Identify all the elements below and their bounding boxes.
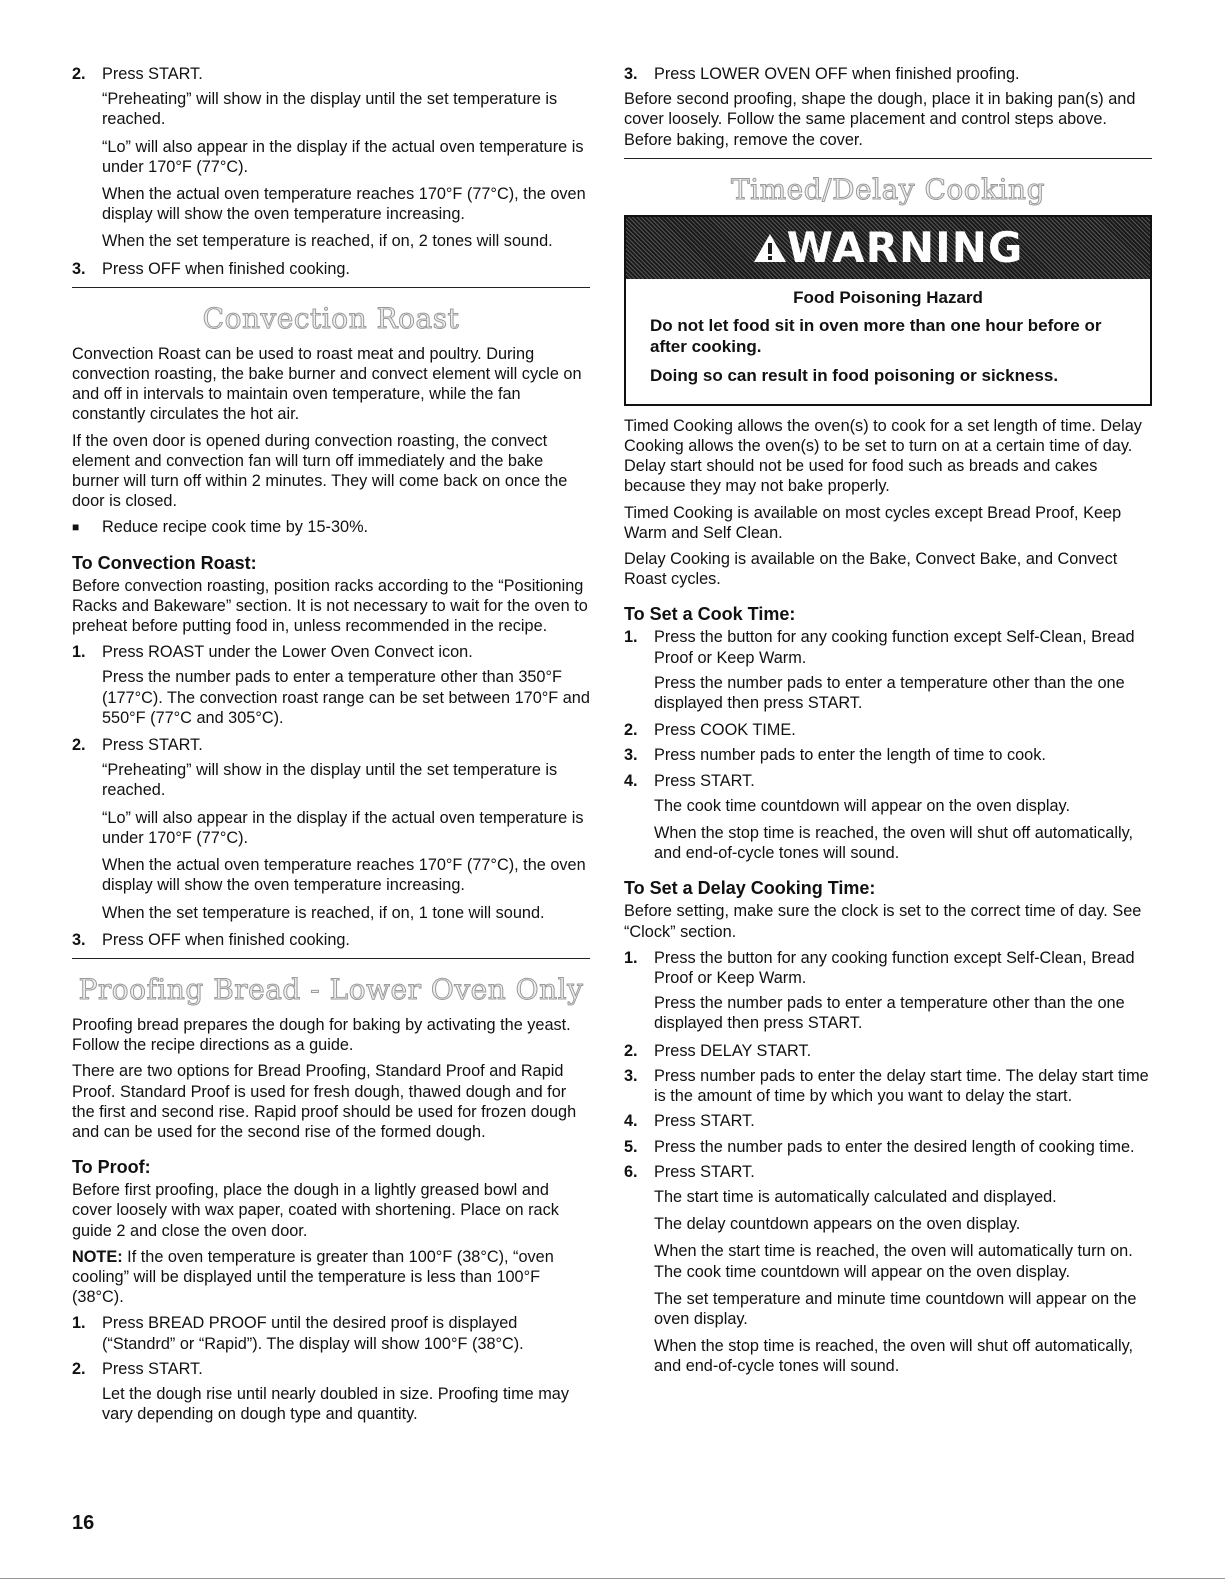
step-detail: When the set temperature is reached, if on, 1 tone will sound.: [102, 903, 545, 922]
section-divider: [624, 158, 1152, 159]
intro-steps: [72, 64, 590, 279]
step-detail: Press the number pads to enter a temperature other than the one displayed then press START.: [654, 673, 1125, 713]
step-text: Press LOWER OVEN OFF when finished proofing.: [654, 65, 1020, 83]
warning-box: [624, 215, 1152, 406]
step-item: [624, 948, 1152, 988]
paragraph: If the oven door is opened during convection roasting, the convect element and convection fan will turn off immediately and the bake burner will turn off within 2 minutes. They will come back on once the door is closed.: [72, 431, 568, 511]
step-number: 6.: [624, 1162, 638, 1181]
step-detail: The start time is automatically calculated and displayed.: [654, 1187, 1057, 1206]
step-detail: “Preheating” will show in the display until the set temperature is reached.: [102, 90, 558, 129]
section-title-convection-roast: Convection Roast: [202, 301, 460, 335]
step-text: Press COOK TIME.: [654, 721, 796, 740]
step-number: 2.: [72, 1359, 86, 1378]
step-text: Press START.: [102, 1359, 203, 1378]
step-detail: The set temperature and minute time countdown will appear on the oven display.: [654, 1289, 1137, 1328]
step-item: [624, 745, 1152, 765]
step-item: [624, 1066, 1152, 1106]
step-item: [72, 1313, 590, 1353]
bullet-item: [72, 517, 590, 537]
step-number: 5.: [624, 1137, 638, 1156]
warning-heading: [753, 223, 1024, 272]
step-number: 4.: [624, 771, 638, 790]
step-detail: “Preheating” will show in the display until the set temperature is reached.: [102, 761, 558, 800]
step-detail: When the actual oven temperature reaches 170°F (77°C), the oven display will show the oven temperature increasing.: [102, 185, 586, 224]
square-bullet-icon: ■: [72, 520, 80, 535]
paragraph: Before setting, make sure the clock is set to the correct time of day. See “Clock” section.: [624, 902, 1142, 941]
step-detail: When the actual oven temperature reaches 170°F (77°C), the oven display will show the oven temperature increasing.: [102, 856, 586, 895]
subheading: To Set a Delay Cooking Time:: [624, 878, 876, 899]
cook-time-steps: [624, 627, 1152, 863]
subheading: To Proof:: [72, 1157, 151, 1178]
step-detail: When the stop time is reached, the oven will shut off automatically, and end-of-cycle tones will sound.: [654, 1337, 1134, 1376]
section-divider: [72, 287, 590, 288]
paragraph: Before second proofing, shape the dough, place it in baking pan(s) and cover loosely. Follow the same placement and control steps above. Before baking, remove the cover.: [624, 90, 1136, 149]
step-number: 2.: [624, 721, 638, 740]
step-detail: “Lo” will also appear in the display if the actual oven temperature is under 170°F (77°C).: [102, 137, 584, 176]
paragraph: Convection Roast can be used to roast meat and poultry. During convection roasting, the bake burner and convect element will cycle on and off in intervals to maintain oven temperature, while the fan constantly circulates the hot air.: [72, 344, 582, 424]
step-item: [624, 1041, 1152, 1061]
step-text: Press the button for any cooking function except Self-Clean, Bread Proof or Keep Warm.: [654, 628, 1135, 667]
right-column: [624, 64, 1152, 1384]
step-text: Press START.: [654, 771, 755, 790]
step-text: Press START.: [654, 1112, 755, 1131]
step-detail: The cook time countdown will appear on the oven display.: [654, 796, 1071, 815]
step-item: [72, 642, 590, 662]
subheading: To Set a Cook Time:: [624, 604, 796, 625]
step-text: Press BREAD PROOF until the desired proof is displayed (“Standrd” or “Rapid”). The display will show 100°F (38°C).: [102, 1314, 524, 1353]
note-paragraph: [72, 1247, 590, 1308]
step-number: 2.: [72, 736, 86, 755]
paragraph: Delay Cooking is available on the Bake, Convect Bake, and Convect Roast cycles.: [624, 550, 1118, 589]
warning-triangle-icon: [753, 232, 787, 264]
step-item: [72, 64, 590, 84]
step-text: Press the button for any cooking function except Self-Clean, Bread Proof or Keep Warm.: [654, 948, 1135, 988]
bullet-text: Reduce recipe cook time by 15-30%.: [102, 518, 369, 537]
warning-banner: [626, 217, 1150, 279]
step-text: Press the number pads to enter the desired length of cooking time.: [654, 1137, 1135, 1156]
page-number: 16: [72, 1512, 95, 1534]
step-item: [624, 627, 1152, 667]
convection-roast-steps: [72, 642, 590, 950]
step-item: [72, 735, 590, 755]
step-item: [72, 259, 590, 279]
step-number: 4.: [624, 1112, 638, 1131]
step-number: 2.: [624, 1041, 638, 1060]
step-detail: The delay countdown appears on the oven display.: [654, 1215, 1021, 1234]
step-detail: When the start time is reached, the oven will automatically turn on. The cook time countdown will appear on the oven display.: [654, 1242, 1133, 1281]
paragraph: Before first proofing, place the dough in a lightly greased bowl and cover loosely with wax paper, coated with shortening. Place on rack guide 2 and close the oven door.: [72, 1181, 559, 1240]
paragraph: Before convection roasting, position racks according to the “Positioning Racks and Bakeware” section. It is not necessary to wait for the oven to preheat before putting food in, unless recommended in the recipe.: [72, 576, 588, 636]
paragraph: There are two options for Bread Proofing, Standard Proof and Rapid Proof. Standard Proof is used for fresh dough, thawed dough and for the first and second rise. Rapid proof should be used for frozen dough and can be used for the second rise of the formed dough.: [72, 1062, 577, 1141]
step-detail: When the stop time is reached, the oven will shut off automatically, and end-of-cycle tones will sound.: [654, 824, 1134, 863]
step-number: 1.: [72, 1314, 86, 1333]
step-text: Press ROAST under the Lower Oven Convect icon.: [102, 643, 473, 662]
warning-line: Do not let food sit in oven more than one hour before or after cooking.: [650, 315, 1102, 356]
step-text: Press number pads to enter the length of time to cook.: [654, 746, 1046, 765]
warning-line: Doing so can result in food poisoning or sickness.: [650, 365, 1059, 385]
step-number: 1.: [624, 948, 638, 967]
step-item: [624, 1137, 1152, 1157]
step-detail: Press the number pads to enter a temperature other than 350°F (177°C). The convection roast range can be set between 170°F and 550°F (77°C and 305°C).: [102, 668, 590, 727]
section-title-timed-delay: Timed/Delay Cooking: [730, 172, 1045, 206]
step-number: 2.: [72, 65, 86, 83]
paragraph: Timed Cooking is available on most cycles except Bread Proof, Keep Warm and Self Clean.: [624, 503, 1122, 542]
step-number: 3.: [72, 259, 86, 278]
warning-word: WARNING: [786, 223, 1024, 273]
proofing-steps: [72, 1313, 590, 1424]
bottom-rule: [0, 1578, 1225, 1579]
step-item: [624, 64, 1152, 84]
step-item: [624, 1162, 1152, 1182]
step-number: 3.: [624, 746, 638, 765]
section-divider: [72, 958, 590, 959]
note-text: If the oven temperature is greater than 100°F (38°C), “oven cooling” will be displayed until the temperature is less than 100°F (38°C).: [72, 1247, 554, 1307]
step-item: [624, 771, 1152, 791]
left-column: [72, 64, 590, 1431]
step-item: [72, 930, 590, 950]
step-item: [624, 1111, 1152, 1131]
step-number: 1.: [72, 643, 86, 662]
step-number: 3.: [624, 65, 638, 83]
step-detail: Press the number pads to enter a temperature other than the one displayed then press START.: [654, 994, 1125, 1033]
step-number: 3.: [624, 1066, 638, 1085]
section-title-proofing: Proofing Bread - Lower Oven Only: [78, 972, 584, 1006]
step-text: Press OFF when finished cooking.: [102, 259, 350, 278]
step-number: 1.: [624, 628, 638, 647]
paragraph: Timed Cooking allows the oven(s) to cook for a set length of time. Delay Cooking allows the oven(s) to be set to turn on at a certain time of day. Delay start should not be used for food such as breads and cakes because they may not bake properly.: [624, 416, 1142, 496]
step-text: Press START.: [102, 65, 203, 83]
note-label: NOTE:: [72, 1247, 123, 1266]
step-detail: Let the dough rise until nearly doubled in size. Proofing time may vary depending on dough type and quantity.: [102, 1384, 569, 1424]
step-item: [72, 1359, 590, 1379]
warning-body: [626, 279, 1150, 404]
step-text: Press DELAY START.: [654, 1041, 812, 1060]
step-text: Press number pads to enter the delay start time. The delay start time is the amount of time by which you want to delay the start.: [654, 1066, 1149, 1106]
delay-steps: [624, 948, 1152, 1377]
step-number: 3.: [72, 930, 86, 949]
step-text: Press OFF when finished cooking.: [102, 930, 350, 949]
step-detail: “Lo” will also appear in the display if the actual oven temperature is under 170°F (77°C).: [102, 808, 584, 847]
proofing-continued-steps: [624, 64, 1152, 84]
warning-hazard: Food Poisoning Hazard: [793, 287, 983, 307]
step-item: [624, 720, 1152, 740]
step-text: Press START.: [654, 1162, 755, 1181]
subheading: To Convection Roast:: [72, 552, 257, 573]
step-text: Press START.: [102, 736, 203, 755]
paragraph: Proofing bread prepares the dough for baking by activating the yeast. Follow the recipe directions as a guide.: [72, 1015, 571, 1055]
step-detail: When the set temperature is reached, if on, 2 tones will sound.: [102, 232, 553, 251]
